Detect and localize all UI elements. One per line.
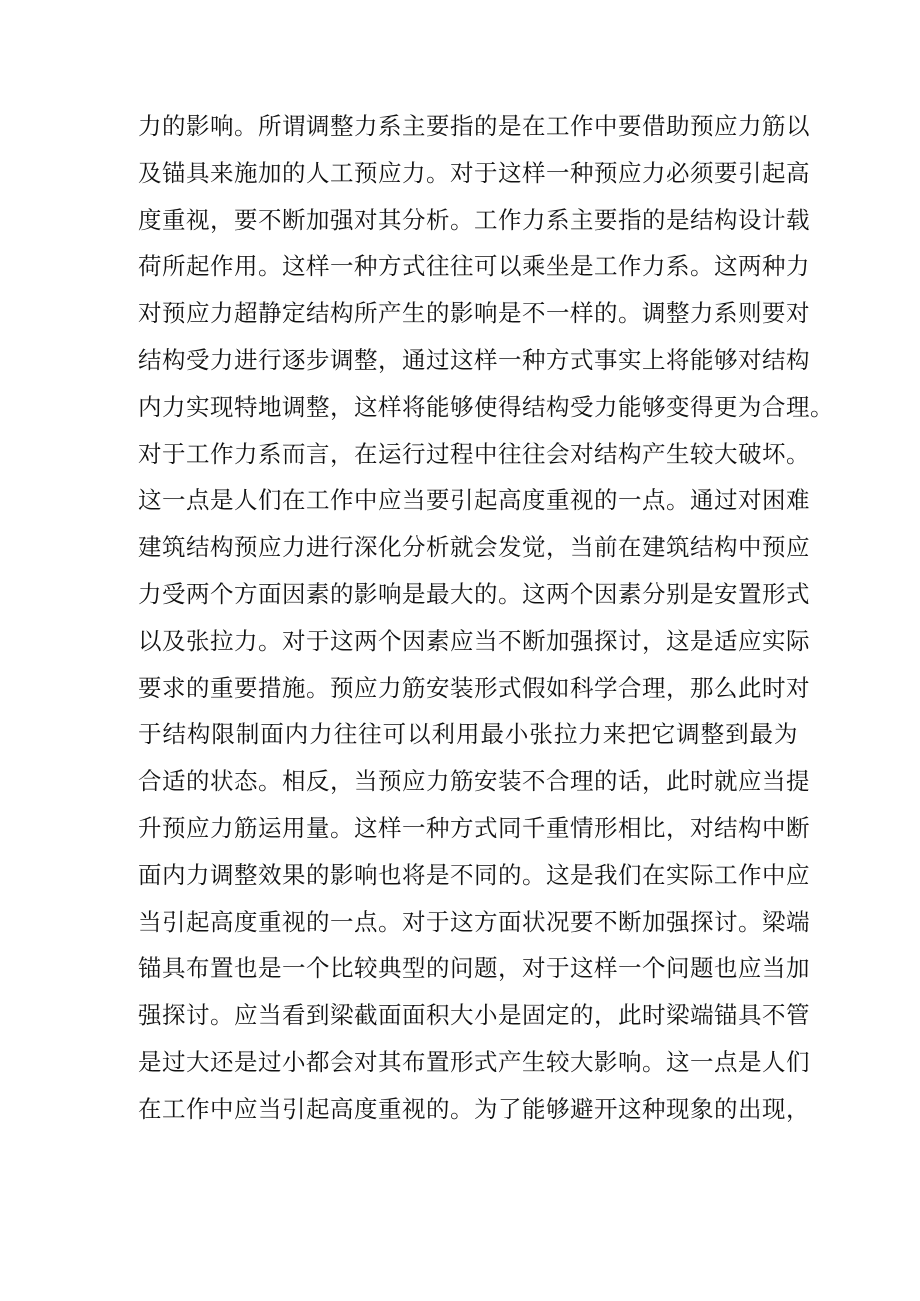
text-line: 于结构限制面内力往往可以利用最小张拉力来把它调整到最为 [138, 720, 798, 749]
text-line: 对预应力超静定结构所产生的影响是不一样的。调整力系则要对 [138, 299, 810, 328]
text-line: 升预应力筋运用量。这样一种方式同千重情形相比，对结构中断 [138, 813, 810, 842]
text-line: 力受两个方面因素的影响是最大的。这两个因素分别是安置形式 [138, 579, 810, 608]
text-line: 力的影响。所谓调整力系主要指的是在工作中要借助预应力筋以 [138, 112, 810, 140]
text-line: 建筑结构预应力进行深化分析就会发觉，当前在建筑结构中预应 [138, 533, 810, 562]
text-line: 面内力调整效果的影响也将是不同的。这是我们在实际工作中应 [138, 860, 810, 889]
body-text [138, 103, 834, 1133]
text-line: 度重视，要不断加强对其分析。工作力系主要指的是结构设计载 [138, 205, 810, 234]
text-line: 荷所起作用。这样一种方式往往可以乘坐是工作力系。这两种力 [138, 252, 810, 281]
text-line: 当引起高度重视的一点。对于这方面状况要不断加强探讨。梁端 [138, 907, 810, 936]
text-line: 强探讨。应当看到梁截面面积大小是固定的，此时梁端锚具不管 [138, 1001, 810, 1030]
text-line: 对于工作力系而言，在运行过程中往往会对结构产生较大破坏。 [138, 439, 810, 468]
text-line: 要求的重要措施。预应力筋安装形式假如科学合理，那么此时对 [138, 673, 810, 702]
text-line: 以及张拉力。对于这两个因素应当不断加强探讨，这是适应实际 [138, 626, 810, 655]
text-line: 在工作中应当引起高度重视的。为了能够避开这种现象的出现， [138, 1094, 810, 1123]
text-line: 结构受力进行逐步调整，通过这样一种方式事实上将能够对结构 [138, 345, 810, 374]
text-line: 合适的状态。相反，当预应力筋安装不合理的话，此时就应当提 [138, 767, 810, 796]
text-line: 是过大还是过小都会对其布置形式产生较大影响。这一点是人们 [138, 1047, 810, 1076]
text-line: 及锚具来施加的人工预应力。对于这样一种预应力必须要引起高 [138, 158, 810, 187]
text-line: 这一点是人们在工作中应当要引起高度重视的一点。通过对困难 [138, 486, 810, 515]
text-line: 内力实现特地调整，这样将能够使得结构受力能够变得更为合理。 [138, 392, 834, 421]
text-line: 锚具布置也是一个比较典型的问题，对于这样一个问题也应当加 [138, 954, 810, 983]
